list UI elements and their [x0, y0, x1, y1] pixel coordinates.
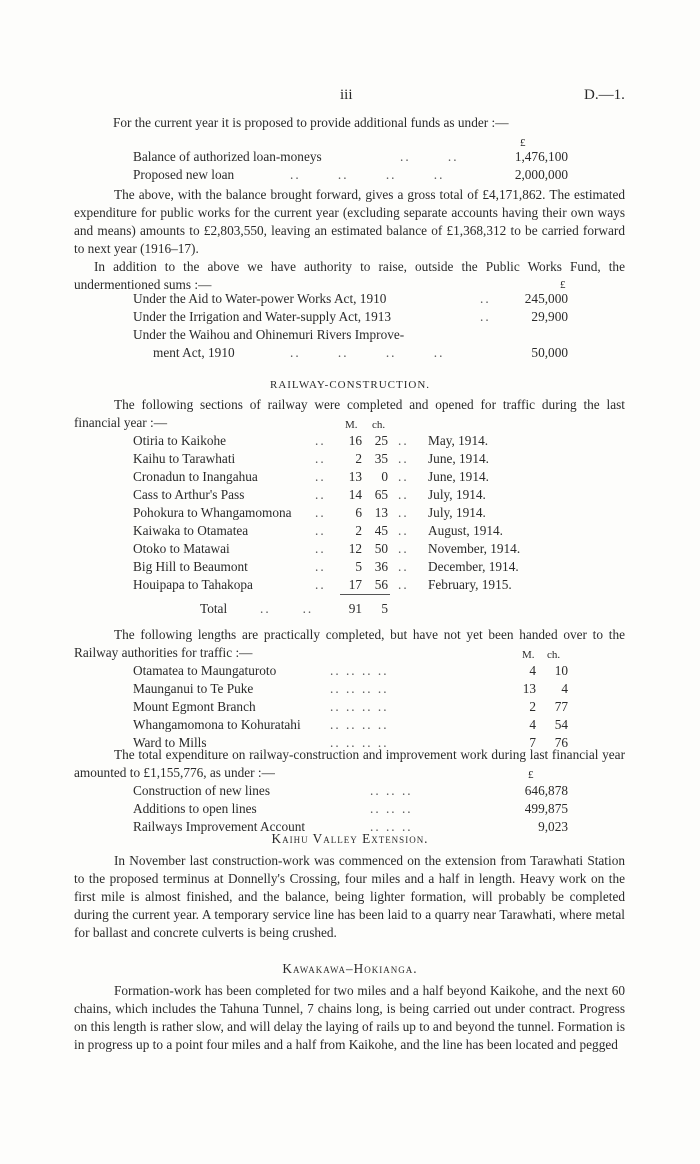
kawakawa-text: Formation-work has been completed for two miles and a half beyond Kaikohe, and the next 60 chains, which includes the Tahuna Tunnel, 7 chains long, is being carried out under contract. Progress on this length is rather slow, and will delay the laying of rails up to and beyond the tunnel. Formation is in progress up to a point four miles and a half from Kaikohe, and the line has been located and pegged: [74, 983, 625, 1052]
section-miles: 13: [348, 469, 362, 484]
expenditure-label: Additions to open lines: [133, 801, 257, 816]
leader-dots: .. .. .. ..: [290, 167, 445, 182]
section-name: Otoko to Matawai: [133, 541, 230, 556]
section-miles: 17: [348, 577, 362, 592]
authority-paragraph: [74, 258, 625, 294]
funds-intro: For the current year it is proposed to provide additional funds as under :—: [113, 115, 509, 130]
section-chains: 13: [374, 505, 388, 520]
section-miles: 5: [355, 559, 362, 574]
expenditure-amount: 9,023: [538, 819, 568, 834]
leader-dots: .. .. .. ..: [330, 699, 389, 714]
practically-intro: [74, 626, 625, 662]
col-chains: ch.: [372, 419, 386, 431]
kaihu-paragraph: [74, 852, 625, 942]
section-name: Cronadun to Inangahua: [133, 469, 258, 484]
gross-total-text: The above, with the balance brought forward, gives a gross total of £4,171,862. The estimated expenditure for public works for the current year (excluding separate accounts having their own ways and means) amounts to £2,803,550, leaving an estimated balance of £1,368,312 to be carried forward to next year (1916–17).: [74, 187, 625, 256]
expenditure-intro: [74, 746, 625, 782]
act-label: Under the Waihou and Ohinemuri Rivers Improve-: [133, 327, 405, 342]
funds-amount: 1,476,100: [514, 149, 568, 164]
length-miles: 13: [522, 681, 536, 696]
total-miles: 91: [348, 601, 362, 616]
section-chains: 25: [374, 433, 388, 448]
act-label: Under the Irrigation and Water-supply Act, 1913: [133, 309, 392, 324]
leader-dots: ..: [315, 451, 326, 466]
length-name: Otamatea to Maungaturoto: [133, 663, 277, 678]
section-name: Pohokura to Whangamomona: [133, 505, 292, 520]
leader-dots: ..: [398, 541, 409, 556]
authority-text: In addition to the above we have authority to raise, outside the Public Works Fund, the undermentioned sums :—: [74, 259, 625, 292]
leader-dots: ..: [315, 523, 326, 538]
section-name: Otiria to Kaikohe: [133, 433, 227, 448]
total-chains: 5: [381, 601, 388, 616]
length-miles: 2: [529, 699, 536, 714]
length-miles: 7: [529, 735, 536, 750]
length-name: Whangamomona to Kohuratahi: [133, 717, 301, 732]
leader-dots: ..: [315, 469, 326, 484]
length-miles: 4: [529, 663, 536, 678]
section-date: May, 1914.: [428, 433, 489, 448]
leader-dots: .. ..: [400, 149, 459, 164]
section-miles: 14: [348, 487, 362, 502]
col-miles: M.: [522, 649, 535, 661]
section-chains: 35: [374, 451, 388, 466]
leader-dots: .. .. .. ..: [330, 681, 389, 696]
funds-amount: 2,000,000: [514, 167, 568, 182]
leader-dots: .. ..: [260, 601, 314, 616]
section-chains: 56: [374, 577, 388, 592]
leader-dots: ..: [315, 505, 326, 520]
section-miles: 2: [355, 451, 362, 466]
leader-dots: ..: [315, 487, 326, 502]
page-number: iii: [340, 87, 353, 103]
acts-currency: £: [560, 279, 566, 291]
expenditure-currency: £: [528, 769, 534, 781]
length-chains: 76: [554, 735, 568, 750]
railway-intro-text: The following sections of railway were completed and opened for traffic during the last financial year :—: [74, 397, 625, 430]
leader-dots: ..: [398, 505, 409, 520]
col-miles: M.: [345, 419, 358, 431]
section-name: Kaiwaka to Otamatea: [133, 523, 249, 538]
act-label-continued: ment Act, 1910: [153, 345, 235, 360]
section-miles: 12: [348, 541, 362, 556]
total-rule: [340, 594, 390, 595]
section-date: July, 1914.: [428, 505, 486, 520]
kawakawa-paragraph: [74, 982, 625, 1054]
length-miles: 4: [529, 717, 536, 732]
length-chains: 10: [554, 663, 568, 678]
section-name: Houipapa to Tahakopa: [133, 577, 253, 592]
document-reference: D.—1.: [584, 87, 625, 103]
kaihu-text: In November last construction-work was commenced on the extension from Tarawhati Station to the proposed terminus at Donnelly's Crossing, four miles and a half in length. Heavy work on the first mile is almost finished, and the balance, being lighter formation, will probably be completed during the current year. A temporary service line has been laid to a quarry near Tarawhati, where metal for ballast and concrete culverts is being crushed.: [74, 853, 625, 940]
act-label: Under the Aid to Water-power Works Act, 1910: [133, 291, 387, 306]
section-date: June, 1914.: [428, 451, 489, 466]
funds-row: [133, 148, 322, 166]
kaihu-heading: Kaihu Valley Extension.: [271, 831, 429, 846]
leader-dots: .. .. .. ..: [290, 345, 445, 360]
leader-dots: ..: [398, 523, 409, 538]
leader-dots: .. .. .. ..: [330, 735, 389, 750]
act-amount: 245,000: [524, 291, 568, 306]
leader-dots: ..: [398, 469, 409, 484]
leader-dots: .. .. ..: [370, 819, 413, 834]
section-name: Kaihu to Tarawhati: [133, 451, 236, 466]
total-label: Total: [200, 601, 228, 616]
length-name: Mount Egmont Branch: [133, 699, 256, 714]
section-miles: 2: [355, 523, 362, 538]
leader-dots: ..: [480, 291, 491, 306]
leader-dots: ..: [398, 559, 409, 574]
length-chains: 54: [554, 717, 568, 732]
leader-dots: .. .. ..: [370, 783, 413, 798]
expenditure-intro-text: The total expenditure on railway-construction and improvement work during last financial year amounted to £1,155,776, as under :—: [74, 747, 625, 780]
section-miles: 16: [348, 433, 362, 448]
funds-row: [133, 166, 234, 184]
leader-dots: ..: [398, 577, 409, 592]
leader-dots: ..: [315, 433, 326, 448]
act-amount: 29,900: [531, 309, 568, 324]
kawakawa-heading: Kawakawa–Hokianga.: [282, 961, 418, 976]
expenditure-label: Construction of new lines: [133, 783, 271, 798]
length-name: Maunganui to Te Puke: [133, 681, 254, 696]
act-amount: 50,000: [531, 345, 568, 360]
section-date: July, 1914.: [428, 487, 486, 502]
railway-heading: RAILWAY-CONSTRUCTION.: [269, 379, 431, 391]
leader-dots: ..: [480, 309, 491, 324]
leader-dots: .. .. .. ..: [330, 717, 389, 732]
length-chains: 77: [554, 699, 568, 714]
leader-dots: .. .. ..: [370, 801, 413, 816]
leader-dots: .. .. .. ..: [330, 663, 389, 678]
gross-total-paragraph: [74, 186, 625, 258]
section-name: Big Hill to Beaumont: [133, 559, 248, 574]
leader-dots: ..: [315, 541, 326, 556]
funds-label: Proposed new loan: [133, 167, 235, 182]
expenditure-amount: 499,875: [524, 801, 568, 816]
section-name: Cass to Arthur's Pass: [133, 487, 245, 502]
section-chains: 36: [374, 559, 388, 574]
length-chains: 4: [561, 681, 568, 696]
section-date: February, 1915.: [428, 577, 512, 592]
leader-dots: ..: [398, 451, 409, 466]
section-chains: 45: [374, 523, 388, 538]
leader-dots: ..: [398, 487, 409, 502]
leader-dots: ..: [398, 433, 409, 448]
section-date: December, 1914.: [428, 559, 519, 574]
funds-currency: £: [520, 137, 526, 149]
section-date: August, 1914.: [428, 523, 503, 538]
length-name: Ward to Mills: [133, 735, 207, 750]
col-chains: ch.: [547, 649, 561, 661]
expenditure-label: Railways Improvement Account: [133, 819, 306, 834]
section-chains: 50: [374, 541, 388, 556]
funds-label: Balance of authorized loan-moneys: [133, 149, 322, 164]
section-date: November, 1914.: [428, 541, 521, 556]
section-miles: 6: [355, 505, 362, 520]
section-chains: 0: [381, 469, 388, 484]
leader-dots: ..: [315, 559, 326, 574]
section-chains: 65: [374, 487, 388, 502]
leader-dots: ..: [315, 577, 326, 592]
expenditure-amount: 646,878: [524, 783, 568, 798]
practically-intro-text: The following lengths are practically completed, but have not yet been handed over to the Railway authorities for traffic :—: [74, 627, 625, 660]
section-date: June, 1914.: [428, 469, 489, 484]
